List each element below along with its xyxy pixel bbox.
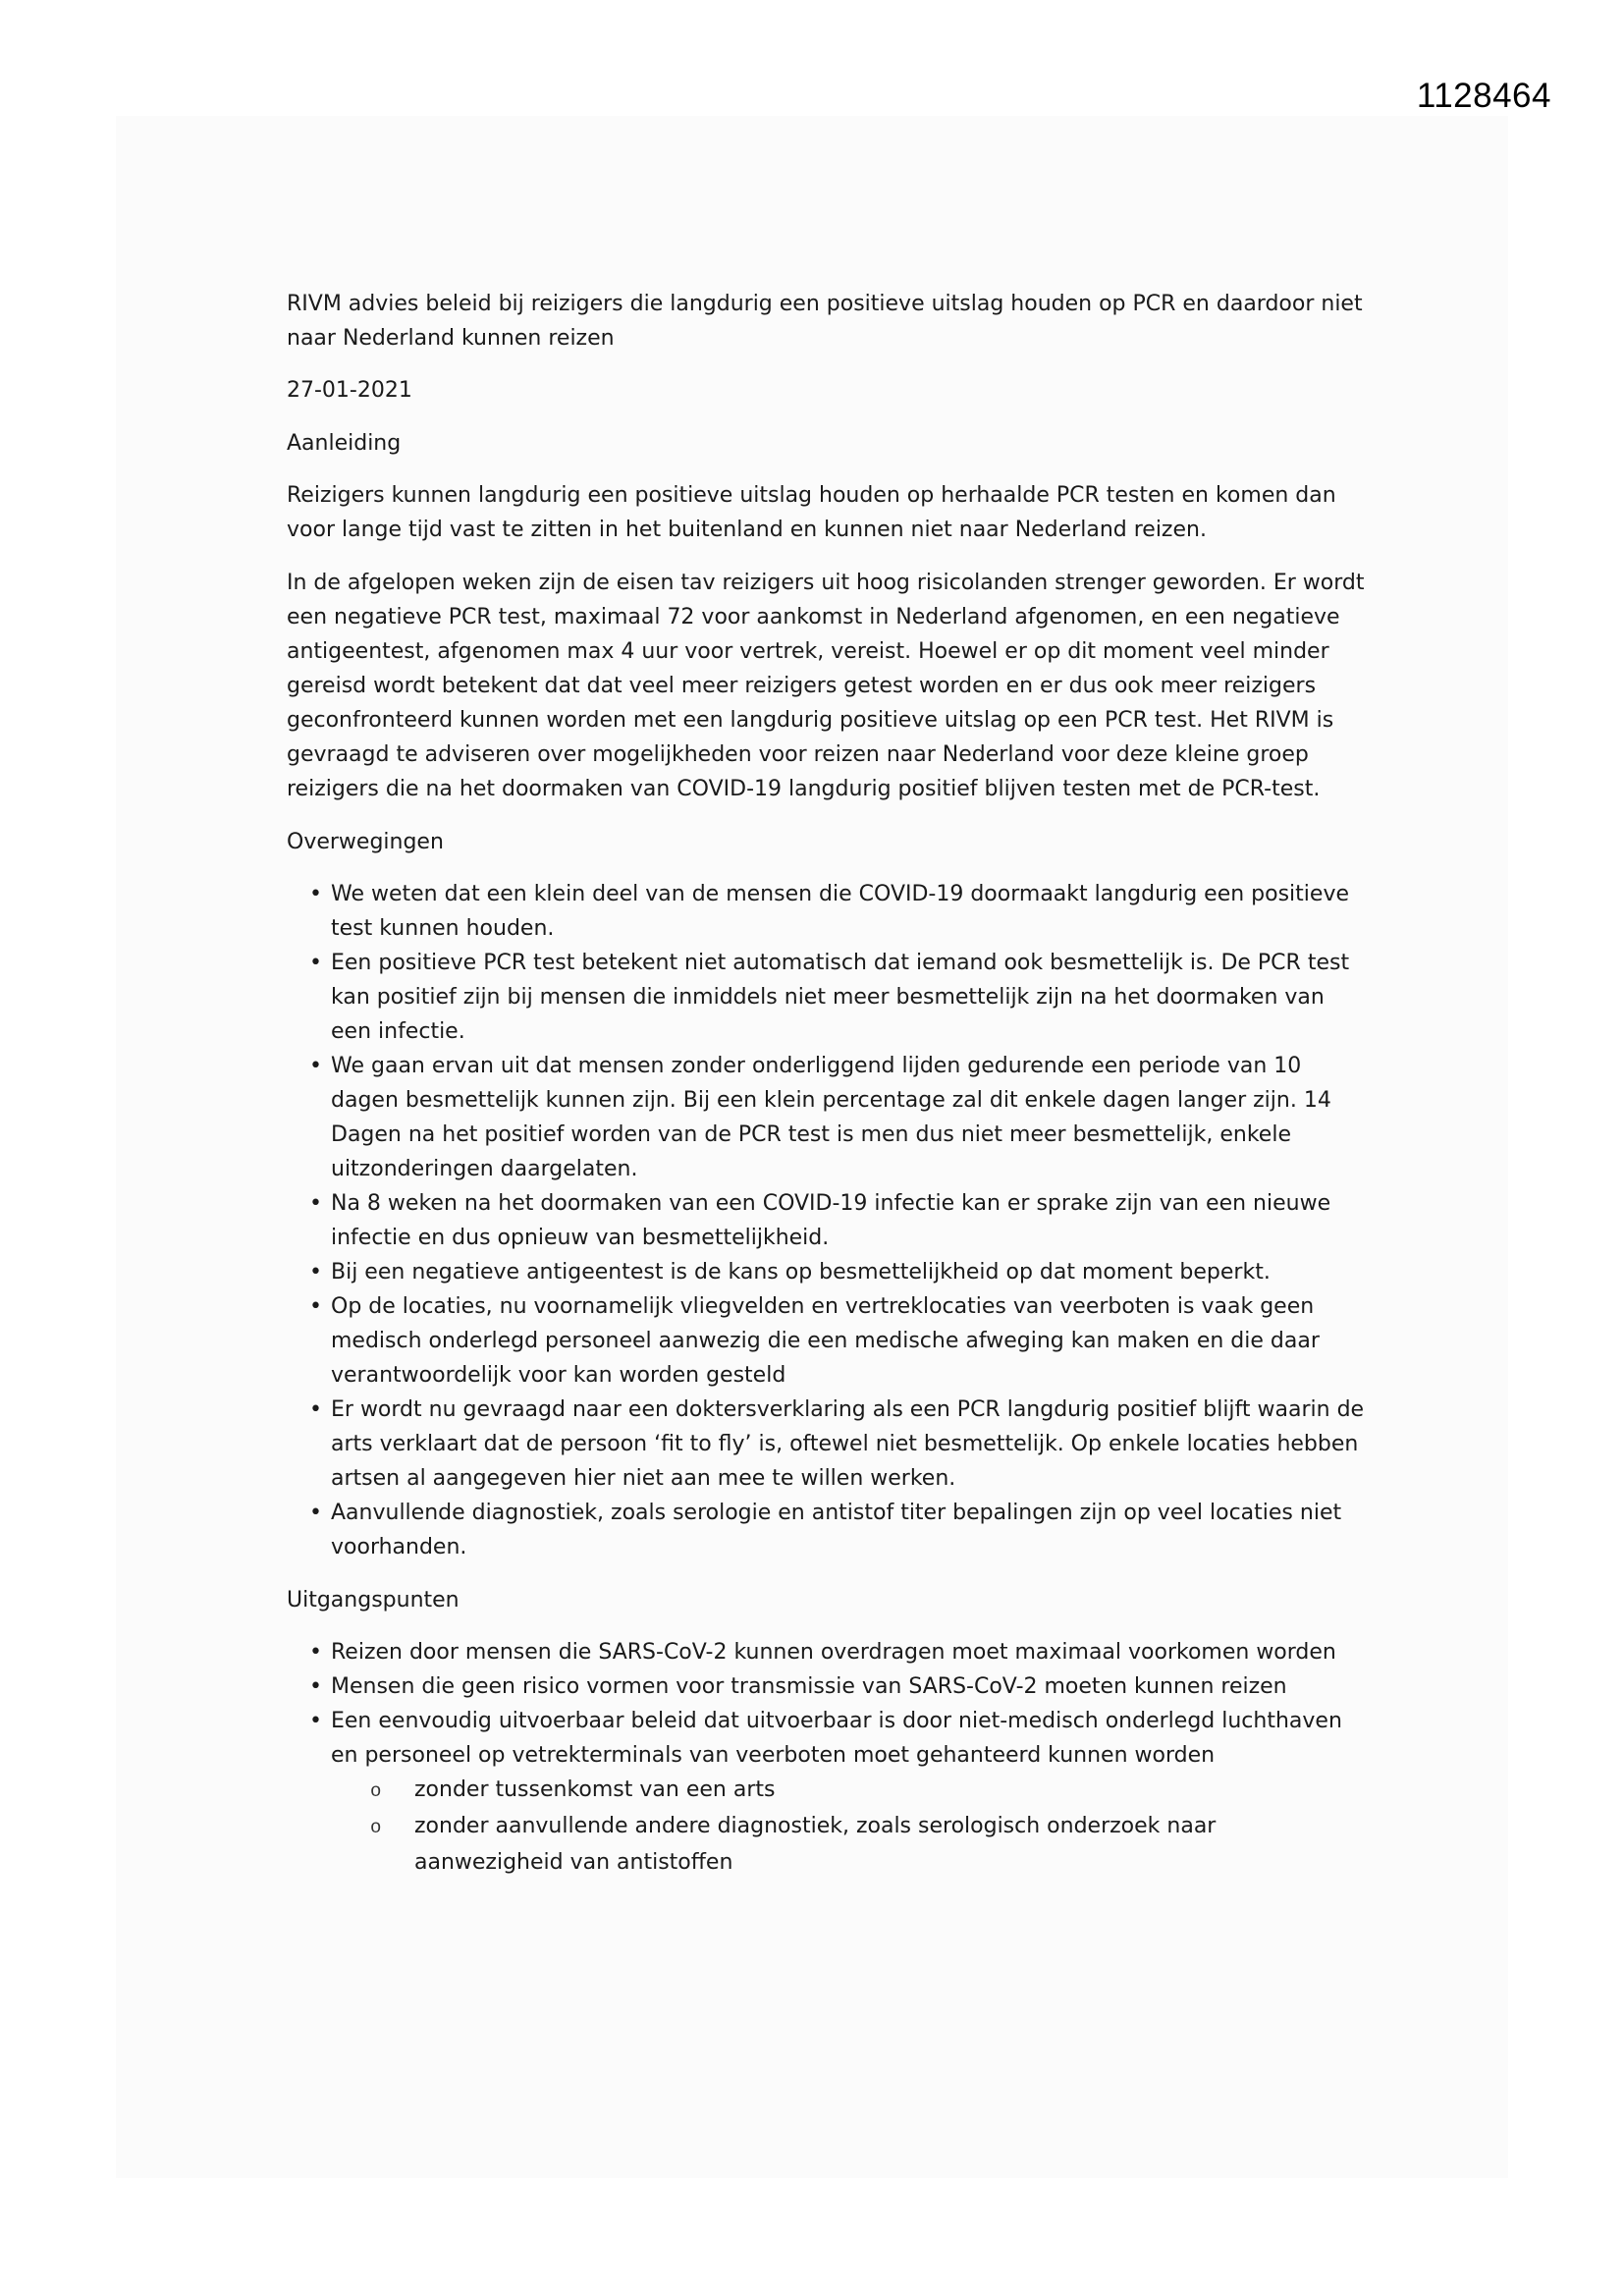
list-item: • Er wordt nu gevraagd naar een doktersverklaring als een PCR langdurig positief blijft waarin de arts verklaart dat de persoon ‘fit to fly’ is, oftewel niet besmettelijk. Op enkele locaties hebben artsen al aangegeven hier niet aan mee te willen werken. bbox=[287, 1393, 1367, 1496]
document-title: RIVM advies beleid bij reizigers die langdurig een positieve uitslag houden op PCR en daardoor niet naar Nederland kunnen reizen bbox=[287, 292, 1363, 351]
list-item: • Op de locaties, nu voornamelijk vliegvelden en vertreklocaties van veerboten is vaak geen medisch onderlegd personeel aanwezig die een medische afweging kan maken en die daar verantwoordelijk voor kan worden gesteld bbox=[287, 1289, 1367, 1393]
list-item: • Aanvullende diagnostiek, zoals serologie en antistof titer bepalingen zijn op veel locaties niet voorhanden. bbox=[287, 1496, 1367, 1564]
uitgangspunten-list bbox=[287, 1635, 1367, 1773]
section-heading-aanleiding: Aanleiding bbox=[287, 431, 402, 456]
list-item: • We weten dat een klein deel van de mensen die COVID-19 doormaakt langdurig een positieve test kunnen houden. bbox=[287, 877, 1367, 946]
list-item: • Een positieve PCR test betekent niet automatisch dat iemand ook besmettelijk is. De PCR test kan positief zijn bij mensen die inmiddels niet meer besmettelijk zijn na het doormaken van een infectie. bbox=[287, 946, 1367, 1049]
overwegingen-list bbox=[287, 877, 1367, 1564]
section-heading-overwegingen: Overwegingen bbox=[287, 830, 444, 854]
document-number: 1128464 bbox=[1416, 77, 1551, 115]
document-date: 27-01-2021 bbox=[287, 378, 412, 403]
list-item: • Bij een negatieve antigeentest is de kans op besmettelijkheid op dat moment beperkt. bbox=[287, 1255, 1367, 1289]
list-item: • Mensen die geen risico vormen voor transmissie van SARS-CoV-2 moeten kunnen reizen bbox=[287, 1669, 1367, 1704]
list-item: • Een eenvoudig uitvoerbaar beleid dat uitvoerbaar is door niet-medisch onderlegd luchthaven en personeel op vetrekterminals van veerboten moet gehanteerd kunnen worden bbox=[287, 1704, 1367, 1773]
paragraph: Reizigers kunnen langdurig een positieve uitslag houden op herhaalde PCR testen en komen dan voor lange tijd vast te zitten in het buitenland en kunnen niet naar Nederland reizen. bbox=[287, 483, 1336, 542]
list-item: • Reizen door mensen die SARS-CoV-2 kunnen overdragen moet maximaal voorkomen worden bbox=[287, 1635, 1367, 1669]
list-item: • We gaan ervan uit dat mensen zonder onderliggend lijden gedurende een periode van 10 dagen besmettelijk kunnen zijn. Bij een klein percentage zal dit enkele dagen langer zijn. 14 Dagen na het positief worden van de PCR test is men dus niet meer besmettelijk, enkele uitzonderingen daargelaten. bbox=[287, 1049, 1367, 1186]
sub-list-item: o zonder aanvullende andere diagnostiek, zoals serologisch onderzoek naar aanwezigheid van antistoffen bbox=[287, 1809, 1367, 1880]
list-item: • Na 8 weken na het doormaken van een COVID-19 infectie kan er sprake zijn van een nieuwe infectie en dus opnieuw van besmettelijkheid. bbox=[287, 1186, 1367, 1255]
sub-list-item: o zonder tussenkomst van een arts bbox=[287, 1773, 1367, 1809]
paragraph: In de afgelopen weken zijn de eisen tav reizigers uit hoog risicolanden strenger geworden. Er wordt een negatieve PCR test, maximaal 72 voor aankomst in Nederland afgenomen, en een negatieve antigeentest, afgenomen max 4 uur voor vertrek, vereist. Hoewel er op dit moment veel minder gereisd wordt betekent dat dat veel meer reizigers getest worden en er dus ook meer reizigers geconfronteerd kunnen worden met een langdurig positieve uitslag op een PCR test. Het RIVM is gevraagd te adviseren over mogelijkheden voor reizen naar Nederland voor deze kleine groep reizigers die na het doormaken van COVID-19 langdurig positief blijven testen met de PCR-test. bbox=[287, 571, 1365, 801]
section-heading-uitgangspunten: Uitgangspunten bbox=[287, 1588, 460, 1613]
document-body bbox=[287, 287, 1367, 1880]
uitgangspunten-sublist bbox=[287, 1773, 1367, 1880]
